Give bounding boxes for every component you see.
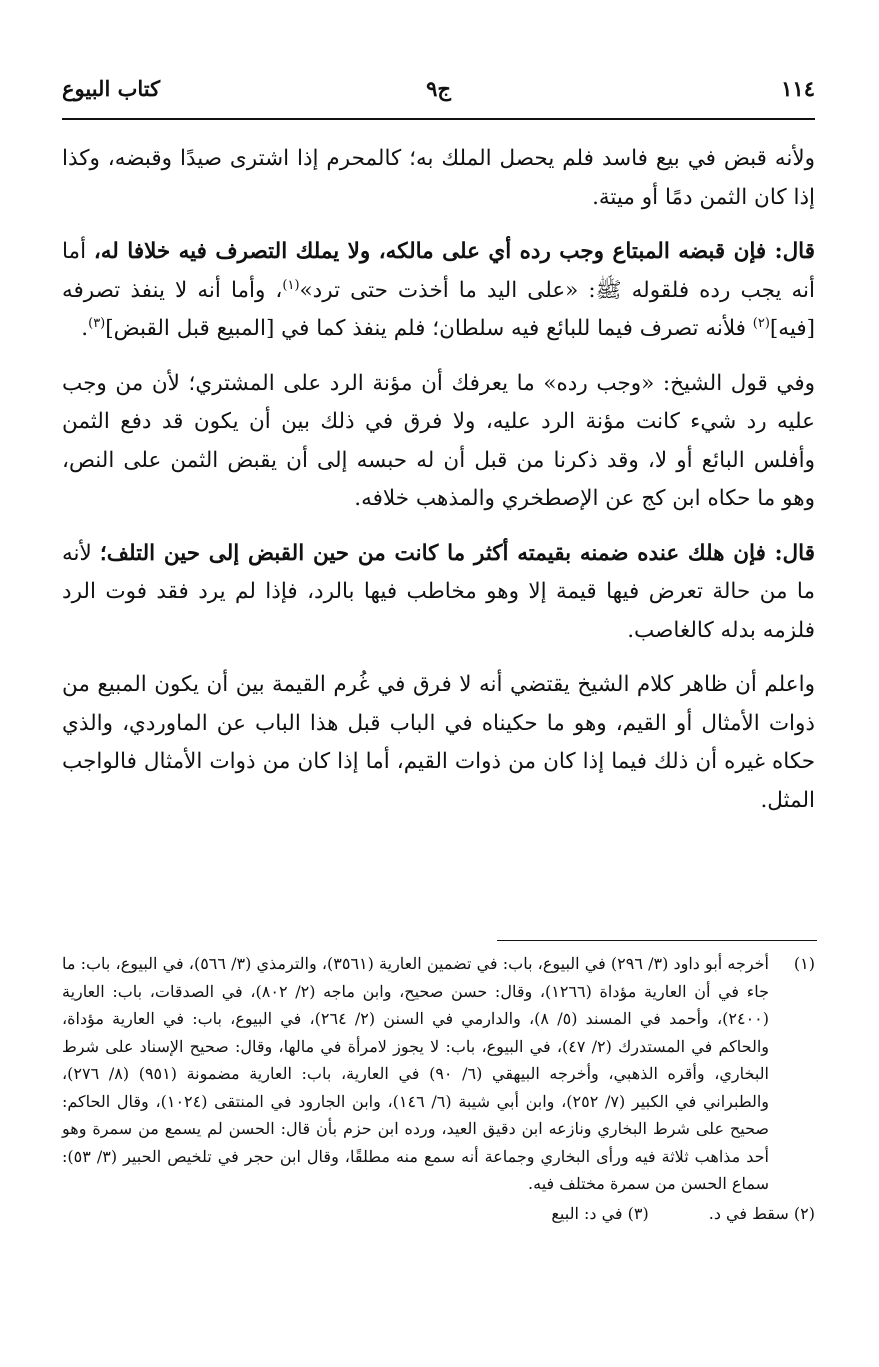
matn-quote: قال: فإن هلك عنده ضمنه بقيمته أكثر ما كانت من حين القبض إلى حين التلف؛ bbox=[99, 540, 815, 566]
paragraph-text: أما أنه يجب رده فلقوله ﷺ: «على اليد ما أخذت حتى ترد» bbox=[62, 239, 815, 303]
paragraph-5 bbox=[62, 666, 815, 820]
paragraph-text: وفي قول الشيخ: «وجب رده» ما يعرفك أن مؤنة الرد على المشتري؛ لأن من وجب عليه رد شيء كانت مؤنة الرد عليه، ولا فرق في ذلك بين أن يكون قد دفع الثمن وأفلس البائع أو لا، وقد ذكرنا من قبل أن له حبسه إلى أن يقبض الثمن على النص، وهو ما حكاه ابن كج عن الإصطخري والمذهب خلافه. bbox=[62, 370, 815, 511]
paragraph-1 bbox=[62, 140, 815, 217]
paragraph-text: ولأنه قبض في بيع فاسد فلم يحصل الملك به؛ كالمحرم إذا اشترى صيدًا وقبضه، وكذا إذا كان الثمن دمًا أو ميتة. bbox=[62, 146, 815, 210]
footnote-number: (٣) bbox=[627, 1203, 649, 1223]
paragraph-3 bbox=[62, 365, 815, 519]
header-divider bbox=[62, 118, 815, 120]
footnotes bbox=[62, 950, 815, 1227]
paragraph-text: ، وأما أنه لا ينفذ تصرفه [فيه] bbox=[62, 277, 815, 341]
volume-label: ج٩ bbox=[426, 76, 451, 101]
footnote-3 bbox=[551, 1200, 648, 1228]
page-number: ١١٤ bbox=[781, 76, 815, 101]
footnote-divider bbox=[497, 940, 817, 941]
matn-quote: قال: فإن قبضه المبتاع وجب رده أي على مالكه، ولا يملك التصرف فيه خلافا له، bbox=[93, 239, 816, 264]
footnote-1 bbox=[62, 950, 815, 1198]
footnote-row bbox=[62, 1200, 815, 1228]
paragraph-text: واعلم أن ظاهر كلام الشيخ يقتضي أنه لا فرق في غُرم القيمة بين أن يكون المبيع من ذوات الأمثال أو القيم، وهو ما حكيناه في الباب قبل هذا الباب عن الماوردي، والذي حكاه غيره أن ذلك فيما إذا كان من ذوات القيم، أما إذا كان من ذوات الأمثال فالواجب المثل. bbox=[62, 672, 815, 813]
main-text bbox=[62, 140, 815, 836]
paragraph-text: . bbox=[81, 316, 89, 341]
footnote-ref-3[interactable]: (٣) bbox=[88, 315, 106, 331]
paragraph-text: لأنه ما من حالة تعرض فيها قيمة إلا وهو مخاطب فيها بالرد، فإذا لم يرد فقد فوت الرد فلزمه بدله كالغاصب. bbox=[62, 540, 815, 643]
footnote-ref-2[interactable]: (٢) bbox=[752, 315, 770, 331]
book-title: كتاب البيوع bbox=[62, 76, 161, 101]
paragraph-4 bbox=[62, 535, 815, 651]
footnote-2 bbox=[709, 1200, 815, 1228]
footnote-ref-1[interactable]: (١) bbox=[282, 277, 300, 293]
paragraph-text: فلأنه تصرف فيما للبائع فيه سلطان؛ فلم ينفذ كما في [المبيع قبل القبض] bbox=[105, 316, 753, 341]
footnote-number: (٢) bbox=[793, 1203, 815, 1223]
footnote-text: سقط في د. bbox=[708, 1203, 789, 1223]
footnote-number: (١) bbox=[793, 954, 815, 973]
paragraph-2 bbox=[62, 233, 815, 349]
page-header bbox=[62, 76, 815, 116]
footnote-text: في د: البيع bbox=[551, 1203, 623, 1223]
footnote-text: أخرجه أبو داود (٣/ ٢٩٦) في البيوع، باب: في تضمين العارية (٣٥٦١)، والترمذي (٣/ ٥٦٦)، في البيوع، باب: ما جاء في أن العارية مؤداة (١٢٦٦)، وقال: حسن صحيح، وابن ماجه (٢/ ٨٠٢)، في الصدقات، باب: العارية (٢٤٠٠)، وأحمد في المسند (٥/ ٨)، والدارمي في السنن (٢/ ٢٦٤)، في البيوع، باب: في العارية مؤداة، والحاكم في المستدرك (٢/ ٤٧)، في البيوع، باب: لا يجوز لامرأة في مالها، وقال: صحيح الإسناد على شرط البخاري، وأقره الذهبي، وأخرجه البيهقي (٦/ ٩٠) في العارية، باب: العارية مضمونة (٩٥١) (٨/ ٢٧٦)، والطبراني في الكبير (٧/ ٢٥٢)، وابن أبي شيبة (٦/ ١٤٦)، وابن الجارود في المنتقى (١٠٢٤)، وقال الحاكم: صحيح على شرط البخاري ونازعه ابن دقيق العيد، ورده ابن حزم بأن قال: الحسن لم يسمع من سمرة وهو أحد مذاهب ثلاثة فيه ورأى البخاري وجماعة أنه سمع منه مطلقًا، وقال ابن حجر في تلخيص الحبير (٣/ ٥٣): سماع الحسن من سمرة مختلف فيه. bbox=[62, 954, 770, 1193]
